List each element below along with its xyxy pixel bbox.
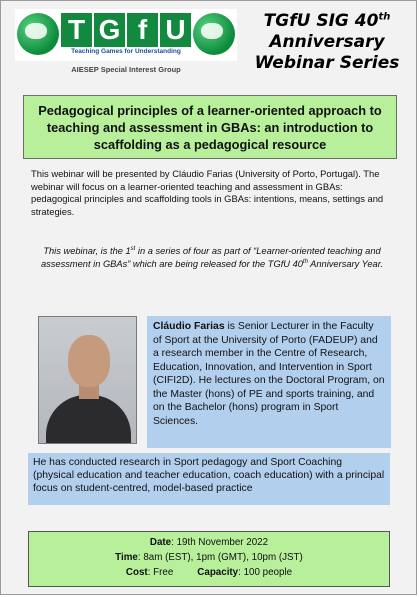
series-title-sup: th (378, 11, 391, 23)
speaker-bio-text: is Senior Lecturer in the Faculty of Sport at the University of Porto (FADEUP) and a research member in the Centre of Research, Education, Innovation, and Intervention in Sport (CIFI2D). He lectures on the Doctoral Program, on the Master (hons) of PE and sports training, and on the Bachelor (hons) program in Sport Sciences. (153, 321, 385, 427)
series-title-text: TGfU SIG 40 (263, 11, 379, 31)
time-row (33, 550, 385, 565)
cost-row (33, 565, 385, 580)
time-label: Time (115, 552, 138, 563)
talk-title: Pedagogical principles of a learner-oriented approach to teaching and assessment in GBAs: an introduction to scaffolding as a pedagogical resource (23, 95, 397, 159)
series-note (35, 245, 389, 270)
date-value: : 19th November 2022 (171, 537, 269, 548)
research-summary: He has conducted research in Sport pedagogy and Sport Coaching (physical education and teacher education, coach education) with a principal focus on student-centred, model-based practice (28, 453, 390, 505)
logo-letter: T (61, 13, 92, 47)
capacity-label: Capacity (197, 567, 239, 578)
logo-subtitle: AIESEP Special Interest Group (71, 65, 181, 74)
globe-icon (17, 13, 59, 55)
time-value: : 8am (EST), 1pm (GMT), 10pm (JST) (137, 552, 303, 563)
series-note-text: Anniversary Year. (307, 258, 384, 269)
speaker-name: Cláudio Farias (153, 321, 225, 332)
capacity-value: : 100 people (238, 567, 293, 578)
cost-value: : Free (147, 567, 174, 578)
logo-letter: f (127, 13, 158, 47)
photo-head (68, 335, 110, 387)
event-details (28, 531, 390, 587)
series-title-line3: Webinar Series (254, 53, 400, 73)
series-note-text: This webinar, is the 1 (43, 246, 131, 256)
logo-tagline: Teaching Games for Understanding (71, 48, 181, 55)
series-title (245, 11, 409, 74)
logo-letter: G (94, 13, 125, 47)
intro-paragraph: This webinar will be presented by Cláudio Farias (University of Porto, Portugal). The webinar will focus on a learner-oriented teaching and assessment in GBAs: pedagogical principles and scaffolding tools in GBAs: intentions, means, settings and strategies. (31, 168, 384, 217)
speaker-photo (38, 316, 137, 444)
series-note-sup: th (302, 258, 308, 265)
series-title-line1 (245, 11, 409, 32)
logo-letters (61, 13, 191, 47)
logo-banner (15, 9, 237, 61)
series-title-line2: Anniversary (269, 32, 385, 52)
cost-label: Cost (125, 567, 148, 578)
date-row (33, 535, 385, 550)
globe-icon (193, 13, 235, 55)
tgfu-logo (15, 9, 237, 84)
series-note-text: in a series of four as part of “Learner-oriented teaching and assessment in GBAs” which are being released for the TGfU 40 (40, 246, 381, 269)
date-label: Date (149, 537, 172, 548)
photo-shirt (46, 395, 131, 444)
speaker-bio (147, 316, 391, 448)
series-note-sup: st (130, 245, 136, 252)
logo-letter: U (160, 13, 191, 47)
